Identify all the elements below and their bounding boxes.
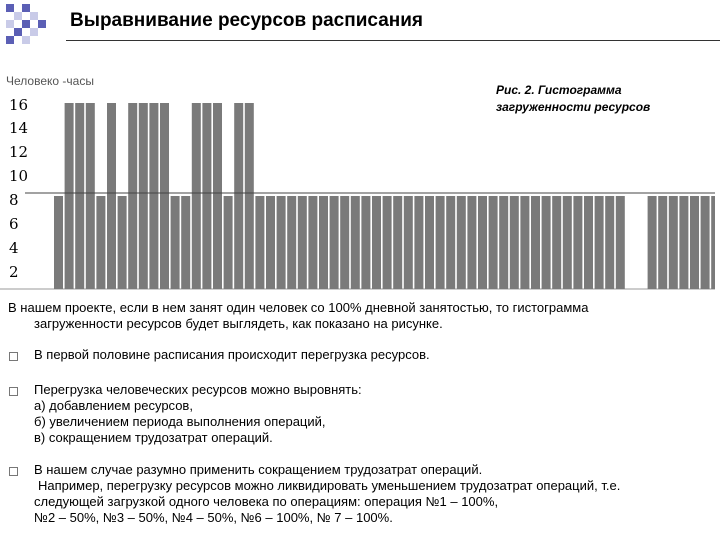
bullet-marker-2: [9, 387, 18, 396]
histogram-bar: [224, 196, 233, 289]
histogram-bar: [595, 196, 604, 289]
bullet-2-line-2: а) добавлением ресурсов,: [34, 398, 193, 413]
histogram-bar: [245, 103, 254, 289]
figure-caption: [496, 82, 650, 116]
histogram-bar: [531, 196, 540, 289]
histogram-bar: [75, 103, 84, 289]
histogram-bar: [351, 196, 360, 289]
histogram-bar: [701, 196, 710, 289]
bullet-3-line-4: №2 – 50%, №3 – 50%, №4 – 50%, №6 – 100%, № 7 – 100%.: [34, 510, 393, 525]
slide-logo: [6, 4, 46, 44]
bullet-3-line-3: следующей загрузкой одного человека по операциям: операция №1 – 100%,: [34, 494, 499, 509]
intro-line-1: В нашем проекте, если в нем занят один человек со 100% дневной занятостью, то гистограмма: [8, 300, 589, 315]
histogram-bar: [160, 103, 169, 289]
histogram-bar: [149, 103, 158, 289]
histogram-bar: [616, 196, 625, 289]
histogram-bar: [202, 103, 211, 289]
bullet-marker-3: [9, 467, 18, 476]
bullet-marker-1: [9, 352, 18, 361]
title-divider: [66, 40, 720, 41]
histogram-bar: [340, 196, 349, 289]
histogram-bar: [287, 196, 296, 289]
histogram-bar: [414, 196, 423, 289]
y-tick-label: 6: [9, 215, 19, 233]
histogram-bar: [584, 196, 593, 289]
histogram-bar: [96, 196, 105, 289]
histogram-bar: [181, 196, 190, 289]
y-tick-label: 8: [9, 191, 19, 209]
histogram-bar: [107, 103, 116, 289]
histogram-bar: [478, 196, 487, 289]
histogram-bar: [679, 196, 688, 289]
histogram-bar: [489, 196, 498, 289]
histogram-bar: [393, 196, 402, 289]
y-tick-label: 2: [9, 263, 19, 281]
intro-line-2: загруженности ресурсов будет выглядеть, как показано на рисунке.: [34, 316, 443, 331]
histogram-bar: [86, 103, 95, 289]
histogram-bar: [234, 103, 243, 289]
histogram-bar: [605, 196, 614, 289]
histogram-bar: [499, 196, 508, 289]
bullet-3-line-1: В нашем случае разумно применить сокращением трудозатрат операций.: [34, 462, 483, 477]
histogram-bar: [711, 196, 715, 289]
y-tick-label: 12: [9, 143, 29, 161]
histogram-bar: [319, 196, 328, 289]
histogram-bar: [65, 103, 74, 289]
histogram-bar: [425, 196, 434, 289]
histogram-bar: [213, 103, 222, 289]
histogram-bar: [542, 196, 551, 289]
histogram-bar: [118, 196, 127, 289]
histogram-bar: [510, 196, 519, 289]
histogram-bar: [467, 196, 476, 289]
histogram-bar: [669, 196, 678, 289]
histogram-bar: [520, 196, 529, 289]
histogram-bar: [563, 196, 572, 289]
histogram-bar: [690, 196, 699, 289]
histogram-bar: [446, 196, 455, 289]
histogram-bar: [255, 196, 264, 289]
histogram-bar: [404, 196, 413, 289]
histogram-bar: [457, 196, 466, 289]
histogram-bar: [171, 196, 180, 289]
bullet-1-text: В первой половине расписания происходит перегрузка ресурсов.: [34, 347, 430, 362]
page-title: Выравнивание ресурсов расписания: [70, 10, 424, 31]
histogram-bar: [372, 196, 381, 289]
histogram-bar: [128, 103, 137, 289]
y-tick-label: 10: [9, 167, 29, 185]
histogram-bar: [192, 103, 201, 289]
histogram-bar: [139, 103, 148, 289]
histogram-bar: [361, 196, 370, 289]
histogram-bar: [330, 196, 339, 289]
caption-line-1: Рис. 2. Гистограмма: [496, 83, 622, 97]
histogram-bar: [436, 196, 445, 289]
caption-line-2: загруженности ресурсов: [496, 100, 651, 114]
histogram-bar: [54, 196, 63, 289]
histogram-bar: [277, 196, 286, 289]
y-tick-label: 4: [9, 239, 19, 257]
bullet-2-line-4: в) сокращением трудозатрат операций.: [34, 430, 273, 445]
histogram-bar: [573, 196, 582, 289]
histogram-bar: [266, 196, 275, 289]
y-tick-label: 14: [9, 119, 29, 137]
histogram-bar: [648, 196, 657, 289]
y-tick-label: 16: [9, 96, 29, 114]
histogram-bar: [308, 196, 317, 289]
bullet-2-line-1: Перегрузка человеческих ресурсов можно выровнять:: [34, 382, 362, 397]
y-axis-label: Человеко -часы: [6, 74, 94, 88]
bullet-2-line-3: б) увеличением периода выполнения операций,: [34, 414, 326, 429]
histogram-bar: [658, 196, 667, 289]
histogram-bar: [552, 196, 561, 289]
histogram-bar: [298, 196, 307, 289]
bullet-3-line-2: Например, перегрузку ресурсов можно ликвидировать уменьшением трудозатрат операций, т.е.: [38, 478, 621, 493]
histogram-bar: [383, 196, 392, 289]
